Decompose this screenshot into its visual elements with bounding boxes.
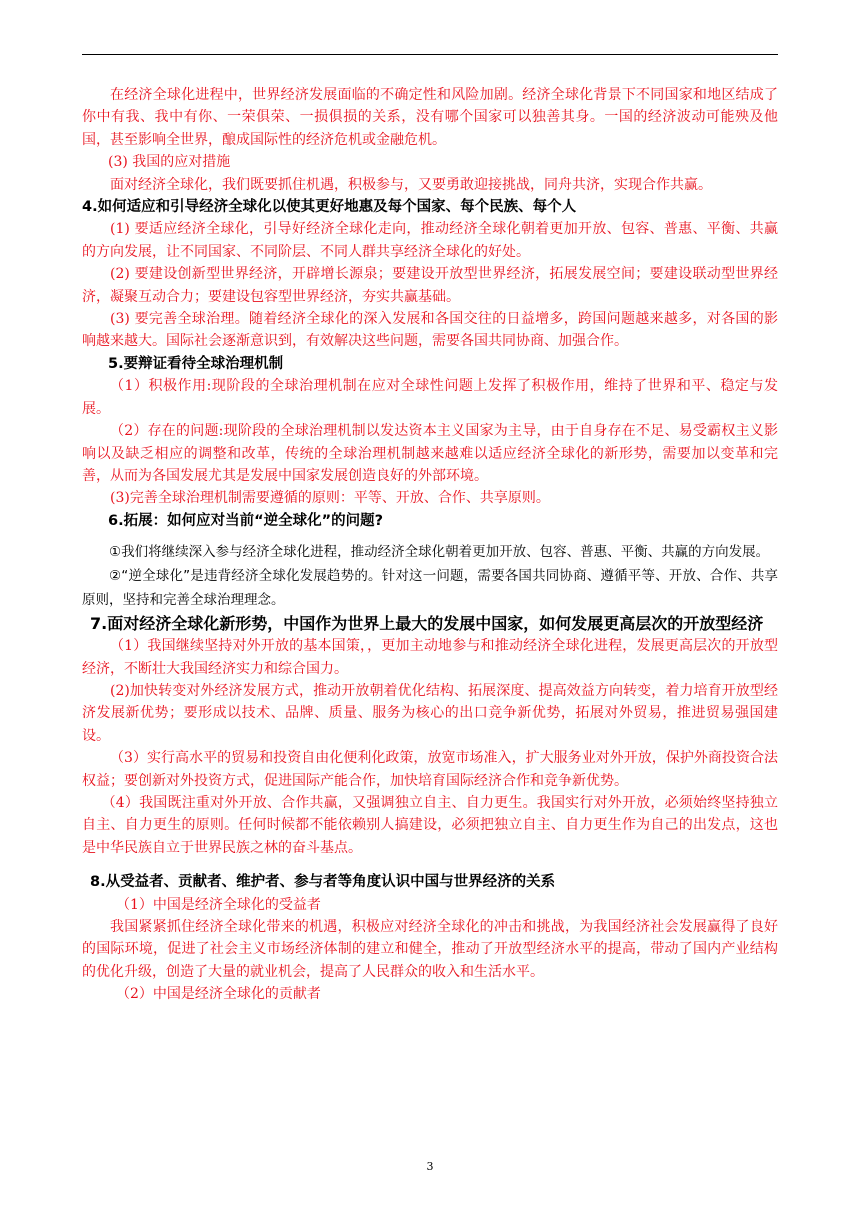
section-heading-7: 7.面对经济全球化新形势，中国作为世界上最大的发展中国家，如何发展更高层次的开放型经济 <box>90 614 764 634</box>
section-heading-5: 5.要辩证看待全球治理机制 <box>108 355 284 372</box>
header-rule <box>82 54 778 55</box>
paragraph: (3) 要完善全球治理。随着经济全球化的深入发展和各国交往的日益增多，跨国问题越来越多，对各国的影响越来越大。国际社会逐渐意识到，有效解决这些问题，需要各国共同协商、加强合作。 <box>82 311 778 350</box>
paragraph: 我国紧紧抓住经济全球化带来的机遇，积极应对经济全球化的冲击和挑战，为我国经济社会发展赢得了良好的国际环境，促进了社会主义市场经济体制的建立和健全，推动了开放型经济水平的提高，带动了国内产业结构的优化升级，创造了大量的就业机会，提高了人民群众的收入和生活水平。 <box>82 919 778 980</box>
paragraph: ①我们将继续深入参与经济全球化进程，推动经济全球化朝着更加开放、包容、普惠、平衡、共赢的方向发展。 <box>109 544 770 561</box>
subheading: （1）中国是经济全球化的受益者 <box>116 896 321 913</box>
paragraph: (2) 要建设创新型世界经济，开辟增长源泉；要建设开放型世界经济，拓展发展空间；要建设联动型世界经济，凝聚互动合力；要建设包容型世界经济，夯实共赢基础。 <box>82 266 778 305</box>
section-heading-4: 4.如何适应和引导经济全球化以使其更好地惠及每个国家、每个民族、每个人 <box>82 199 577 216</box>
paragraph: （1）积极作用:现阶段的全球治理机制在应对全球性问题上发挥了积极作用，维持了世界和平、稳定与发展。 <box>82 378 778 417</box>
paragraph: （2）存在的问题:现阶段的全球治理机制以发达资本主义国家为主导，由于自身存在不足、易受霸权主义影响以及缺乏相应的调整和改革，传统的全球治理机制越来越难以适应经济全球化的新形势，需要加以变革和完善，从而为各国发展尤其是发展中国家发展创造良好的外部环境。 <box>82 423 778 484</box>
document-body <box>82 84 778 1006</box>
subheading: （2）中国是经济全球化的贡献者 <box>116 986 321 1003</box>
paragraph: 面对经济全球化，我们既要抓住机遇，积极参与，又要勇敢迎接挑战，同舟共济，实现合作共赢。 <box>110 176 712 193</box>
paragraph: （4）我国既注重对外开放、合作共赢，又强调独立自主、自力更生。我国实行对外开放，必须始终坚持独立自主、自力更生的原则。任何时候都不能依赖别人搞建设，必须把独立自主、自力更生作为自己的出发点，这也是中华民族自立于世界民族之林的奋斗基点。 <box>82 794 778 856</box>
subheading: (3) 我国的应对措施 <box>108 154 231 171</box>
paragraph: （3）实行高水平的贸易和投资自由化便利化政策，放宽市场准入，扩大服务业对外开放，保护外商投资合法权益；要创新对外投资方式，促进国际产能合作，加快培育国际经济合作和竞争新优势。 <box>82 750 778 789</box>
paragraph: ②“逆全球化”是违背经济全球化发展趋势的。针对这一问题，需要各国共同协商、遵循平等、开放、合作、共享原则，坚持和完善全球治理理念。 <box>82 568 778 609</box>
section-heading-6: 6.拓展：如何应对当前“逆全球化”的问题? <box>108 512 384 529</box>
page-number: 3 <box>426 1160 434 1173</box>
paragraph: （1）我国继续坚持对外开放的基本国策，，更加主动地参与和推动经济全球化进程，发展更高层次的开放型经济，不断壮大我国经济实力和综合国力。 <box>82 638 778 677</box>
section-heading-8: 8.从受益者、贡献者、维护者、参与者等角度认识中国与世界经济的关系 <box>90 874 556 891</box>
paragraph: (3)完善全球治理机制需要遵循的原则：平等、开放、合作、共享原则。 <box>110 490 550 507</box>
paragraph: 在经济全球化进程中，世界经济发展面临的不确定性和风险加剧。经济全球化背景下不同国家和地区结成了你中有我、我中有你、一荣俱荣、一损俱损的关系，没有哪个国家可以独善其身。一国的经济波动可能殃及他国，甚至影响全世界，酿成国际性的经济危机或金融危机。 <box>82 87 778 148</box>
paragraph: (2)加快转变对外经济发展方式，推动开放朝着优化结构、拓展深度、提高效益方向转变，着力培育开放型经济发展新优势；要形成以技术、品牌、质量、服务为核心的出口竞争新优势，拓展对外贸易，推进贸易强国建设。 <box>82 682 778 744</box>
paragraph: (1) 要适应经济全球化，引导好经济全球化走向，推动经济全球化朝着更加开放、包容、普惠、平衡、共赢的方向发展，让不同国家、不同阶层、不同人群共享经济全球化的好处。 <box>82 221 778 260</box>
